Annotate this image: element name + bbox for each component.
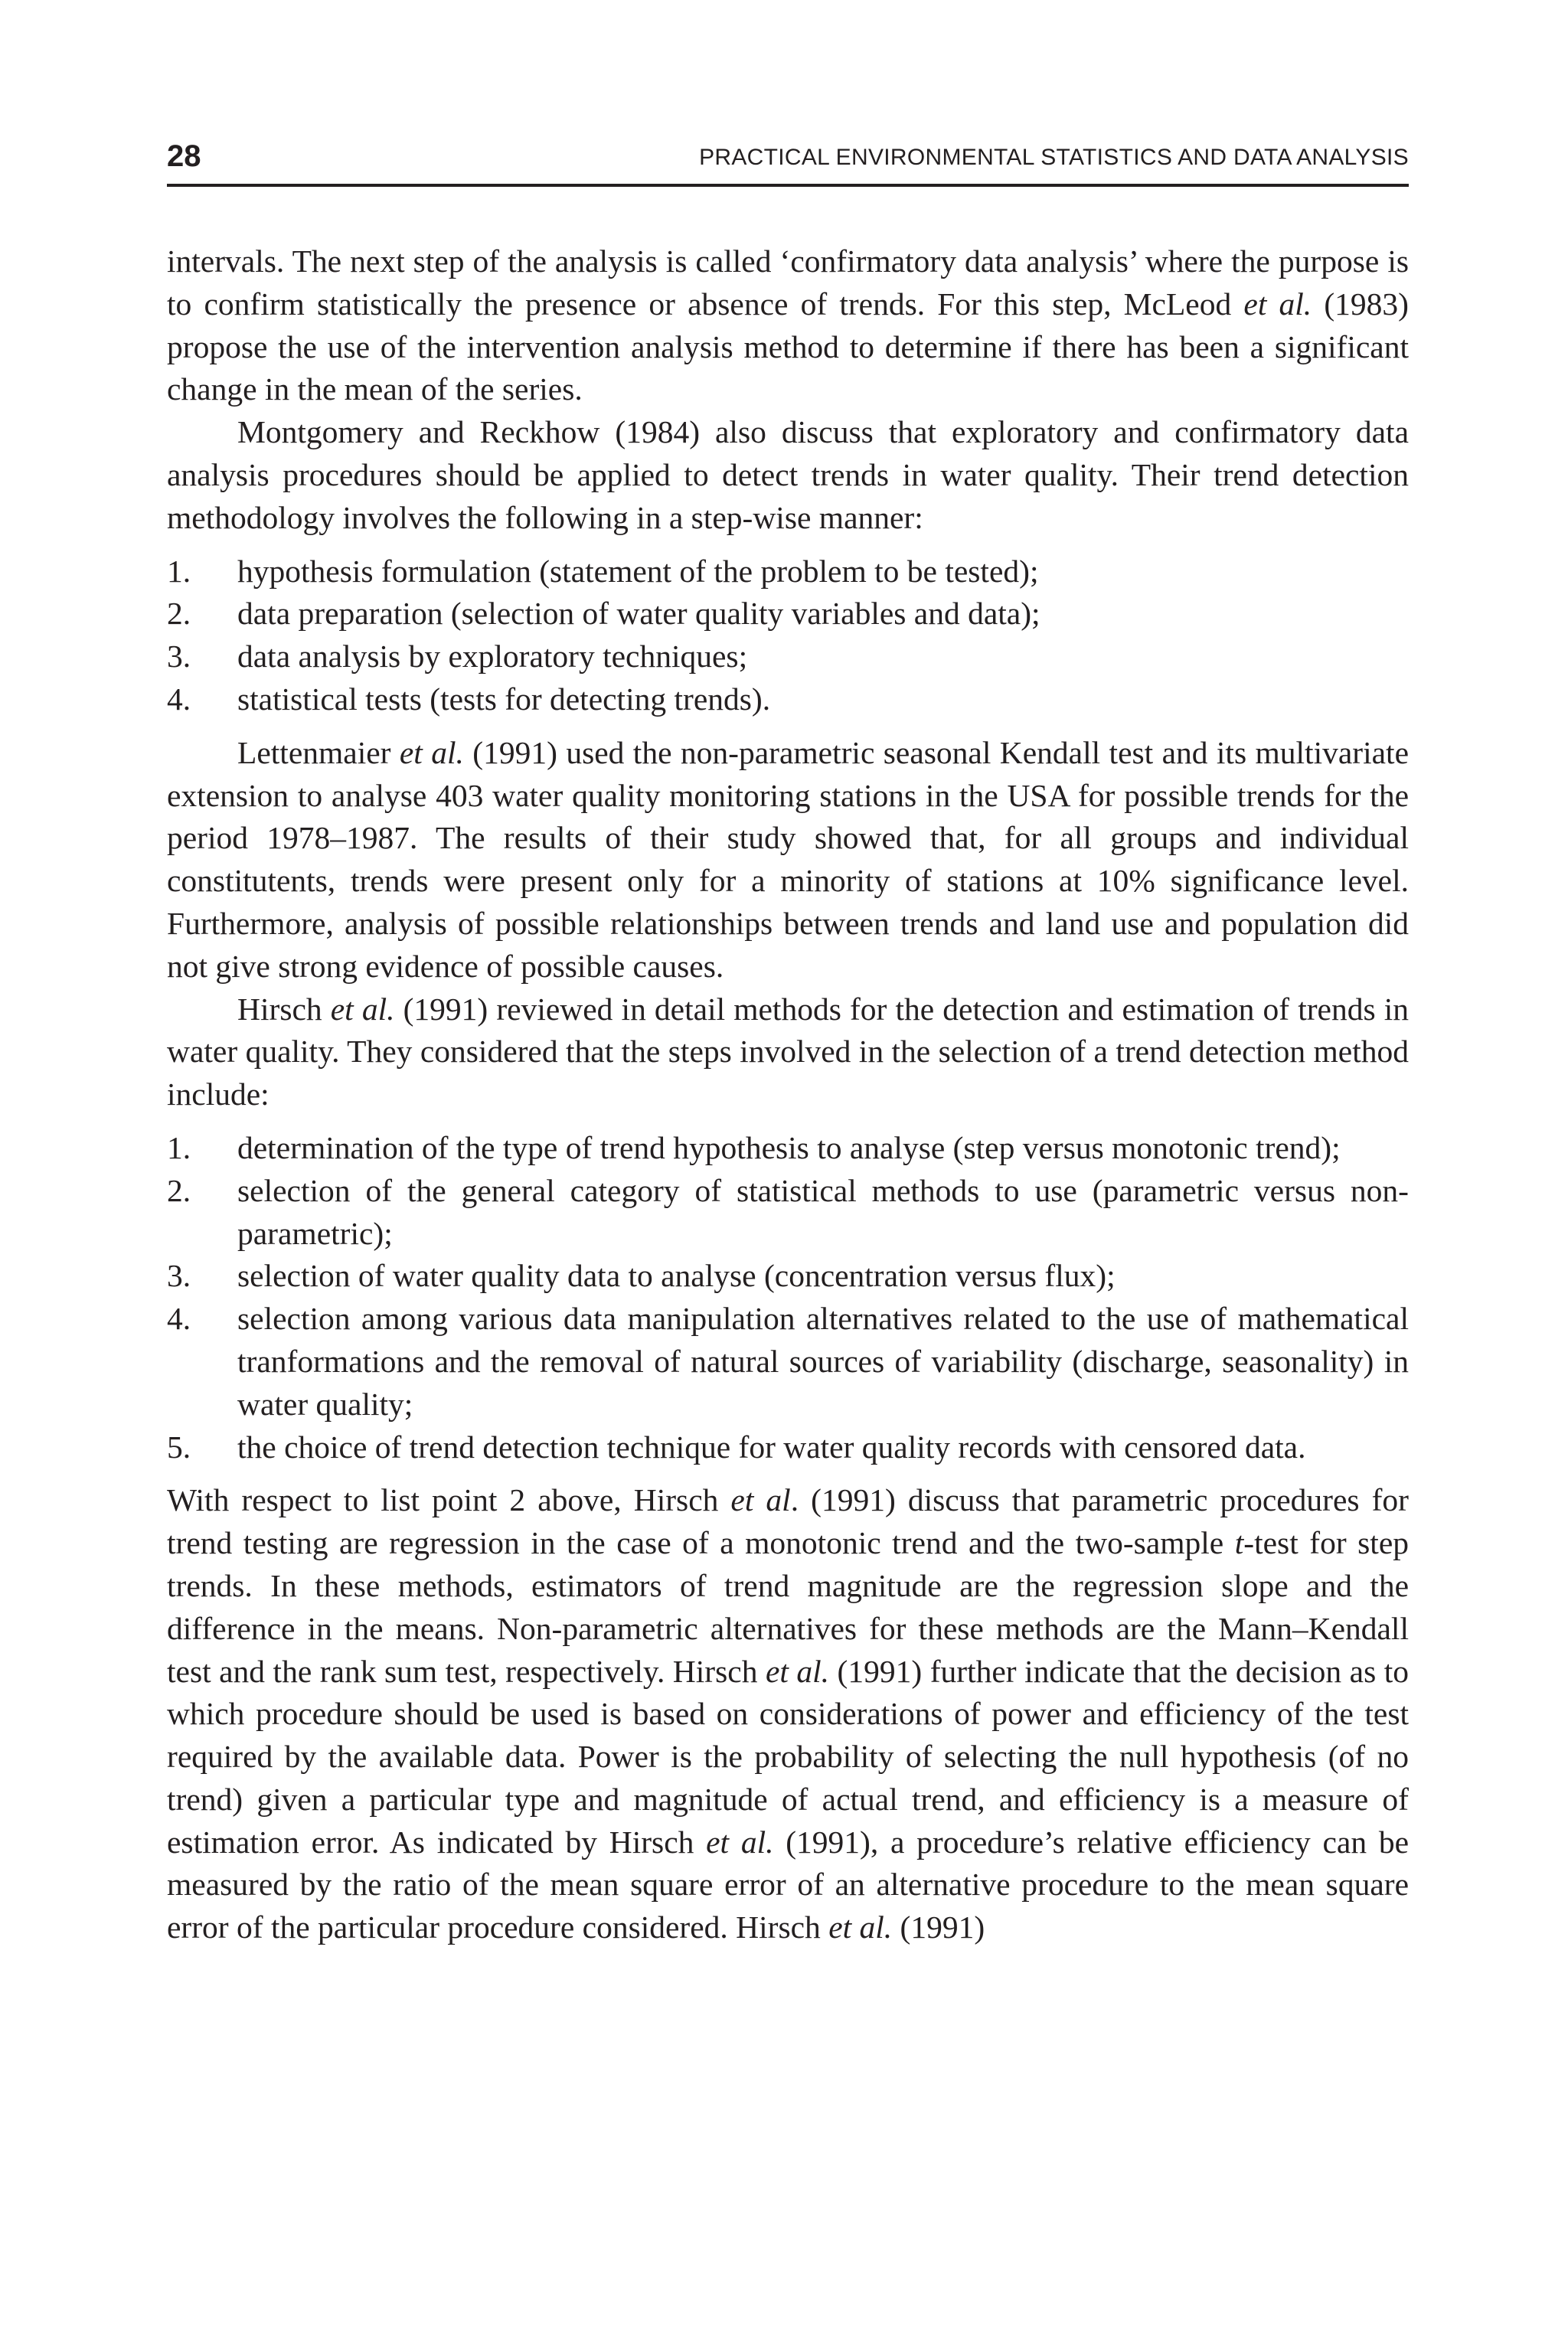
italic-t: t bbox=[1234, 1525, 1244, 1561]
text-run: Lettenmaier bbox=[237, 734, 400, 770]
body-text bbox=[167, 240, 1409, 1949]
list-item bbox=[167, 1426, 1409, 1469]
text-run: (1991), a procedure’s relative efficiency can be measured by the ratio of the mean square error of an alternative procedure to the mean square error of the particular procedure considered. Hirsch bbox=[167, 1824, 1409, 1945]
italic-et-al: et al bbox=[730, 1482, 791, 1518]
text-run: -test for step trends. In these methods, estimators of trend magnitude are the regression slope and the difference in the means. Non-parametric alternatives for these methods are the Mann–Kendall test and the rank sum test, respectively. Hirsch bbox=[167, 1525, 1409, 1689]
book-page bbox=[167, 0, 1409, 2352]
text-run: Hirsch bbox=[237, 991, 331, 1027]
list-number: 3. bbox=[167, 1258, 191, 1294]
text-run: With respect to list point 2 above, Hirsch bbox=[167, 1482, 731, 1518]
list-text: data analysis by exploratory techniques; bbox=[237, 639, 748, 675]
list-item bbox=[167, 1170, 1409, 1256]
book-title: PRACTICAL ENVIRONMENTAL STATISTICS AND DATA ANALYSIS bbox=[699, 145, 1409, 170]
list-item bbox=[167, 1127, 1409, 1170]
paragraph-intervals bbox=[167, 240, 1409, 411]
list-text: selection of water quality data to analyse (concentration versus flux); bbox=[237, 1258, 1116, 1294]
list-number: 2. bbox=[167, 596, 191, 632]
italic-et-al: et al. bbox=[330, 991, 395, 1027]
text-run: . (1991) discuss that parametric procedures for trend testing are regression in the case of a monotonic trend and the two-sample bbox=[167, 1482, 1409, 1561]
list-montgomery-steps bbox=[167, 550, 1409, 721]
text-run: (1991) further indicate that the decision as to which procedure should be used is based on considerations of power and efficiency of the test required by the available data. Power is the probability of selecting the null hypothesis (of no trend) given a particular type and magnitude of actual trend, and efficiency is a measure of estimation error. As indicated by Hirsch bbox=[167, 1653, 1410, 1860]
list-item bbox=[167, 593, 1409, 635]
page-number: 28 bbox=[167, 139, 201, 173]
text-run: (1991) used the non-parametric seasonal Kendall test and its multivariate extension to analyse 403 water quality monitoring stations in the USA for possible trends for the period 1978–1987. The results of their study showed that, for all groups and individual constitutents, trends were present only for a minority of stations at 10% significance level. Furthermore, analysis of possible relationships between trends and land use and population did not give strong evidence of possible causes. bbox=[167, 734, 1410, 984]
italic-et-al: et al. bbox=[1243, 286, 1312, 322]
list-item bbox=[167, 678, 1409, 721]
list-text: statistical tests (tests for detecting trends). bbox=[237, 681, 771, 717]
paragraph-list-point-2 bbox=[167, 1479, 1409, 1949]
list-item bbox=[167, 550, 1409, 593]
list-hirsch-steps bbox=[167, 1127, 1409, 1468]
text-run: (1991) bbox=[892, 1909, 985, 1945]
italic-et-al: et al. bbox=[399, 734, 464, 770]
list-text: selection among various data manipulation alternatives related to the use of mathematical tranformations and the removal of natural sources of variability (discharge, seasonality) in water quality; bbox=[237, 1301, 1409, 1422]
text-run: intervals. The next step of the analysis is called ‘confirmatory data analysis’ where the purpose is to confirm statistically the presence or absence of trends. For this step, McLeod bbox=[167, 243, 1409, 322]
paragraph-hirsch bbox=[167, 988, 1409, 1116]
list-number: 5. bbox=[167, 1429, 191, 1465]
paragraph-lettenmaier bbox=[167, 732, 1409, 988]
list-number: 1. bbox=[167, 553, 191, 589]
text-run: (1983) propose the use of the intervention analysis method to determine if there has been a significant change in the mean of the series. bbox=[167, 286, 1409, 407]
list-text: data preparation (selection of water quality variables and data); bbox=[237, 596, 1040, 632]
list-number: 2. bbox=[167, 1172, 191, 1208]
italic-et-al: et al. bbox=[828, 1909, 893, 1945]
list-number: 4. bbox=[167, 1301, 191, 1337]
list-item bbox=[167, 635, 1409, 678]
text-run: (1991) reviewed in detail methods for the detection and estimation of trends in water quality. They considered that the steps involved in the selection of a trend detection method include: bbox=[167, 991, 1410, 1112]
running-head bbox=[167, 135, 1409, 187]
list-text: selection of the general category of statistical methods to use (parametric versus non-parametric); bbox=[237, 1172, 1409, 1251]
list-text: the choice of trend detection technique for water quality records with censored data. bbox=[237, 1429, 1306, 1465]
paragraph-montgomery: Montgomery and Reckhow (1984) also discuss that exploratory and confirmatory data analysis procedures should be applied to detect trends in water quality. Their trend detection methodology involves the following in a step-wise manner: bbox=[167, 414, 1409, 535]
list-item bbox=[167, 1255, 1409, 1298]
italic-et-al: et al. bbox=[765, 1653, 830, 1689]
list-text: hypothesis formulation (statement of the problem to be tested); bbox=[237, 553, 1039, 589]
list-number: 4. bbox=[167, 681, 191, 717]
list-item bbox=[167, 1298, 1409, 1426]
list-number: 1. bbox=[167, 1129, 191, 1165]
list-number: 3. bbox=[167, 639, 191, 675]
italic-et-al: et al. bbox=[706, 1824, 774, 1860]
list-text: determination of the type of trend hypothesis to analyse (step versus monotonic trend); bbox=[237, 1129, 1341, 1165]
